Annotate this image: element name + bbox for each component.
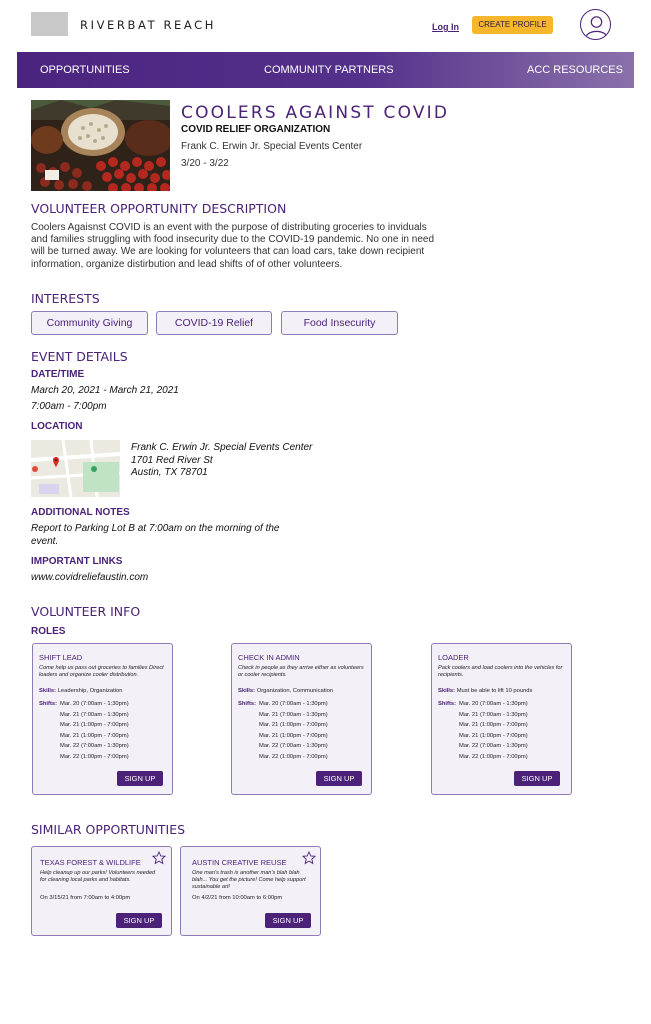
role-title: SHIFT LEAD [39, 653, 83, 662]
shift-item[interactable]: Mar. 22 (1:00pm - 7:00pm) [259, 753, 328, 760]
notes-label: ADDITIONAL NOTES [31, 507, 130, 518]
star-outline-icon[interactable] [152, 851, 166, 865]
address-line-3: Austin, TX 78701 [131, 467, 208, 478]
interest-tag-community-giving[interactable]: Community Giving [31, 311, 148, 335]
shift-item[interactable]: Mar. 21 (1:00pm - 7:00pm) [459, 722, 528, 728]
role-description: Check in people as they arrive either as volunteers or cooler recipients. [238, 665, 364, 678]
shift-item[interactable]: Mar. 22 (7:00am - 1:30pm) [60, 743, 129, 749]
similar-when: On 3/15/21 from 7:00am to 4:00pm [40, 895, 131, 901]
similar-title[interactable]: TEXAS FOREST & WILDLIFE [40, 858, 141, 867]
date-range: March 20, 2021 - March 21, 2021 [31, 385, 179, 396]
address-line-2: 1701 Red River St [131, 455, 213, 466]
event-photo [31, 100, 170, 191]
shift-item[interactable]: Mar. 21 (1:00pm - 7:00pm) [459, 732, 528, 739]
role-title: CHECK IN ADMIN [238, 653, 300, 662]
time-range: 7:00am - 7:00pm [31, 401, 107, 412]
create-profile-button[interactable]: CREATE PROFILE [472, 16, 553, 34]
role-title: LOADER [438, 653, 469, 662]
shift-item[interactable]: Mar. 21 (7:00am - 1:30pm) [259, 711, 328, 718]
roles-label: ROLES [31, 626, 66, 637]
event-dates: 3/20 - 3/22 [181, 158, 229, 169]
shifts-label: Shifts: [438, 701, 457, 707]
site-name[interactable]: RIVERBAT REACH [80, 18, 217, 32]
interest-tag-food-insecurity[interactable]: Food Insecurity [281, 311, 398, 335]
location-label: LOCATION [31, 421, 83, 432]
shift-item[interactable]: Mar. 21 (7:00am - 1:30pm) [459, 711, 528, 718]
user-circle-icon[interactable] [580, 9, 611, 40]
similar-card-austin-creative-reuse[interactable] [180, 846, 321, 936]
event-organization[interactable]: COVID RELIEF ORGANIZATION [181, 124, 331, 135]
shift-item[interactable]: Mar. 20 (7:00am - 1:30pm) [459, 701, 528, 707]
role-skills [238, 688, 333, 694]
similar-description: One man's trash is another man's blah blah blah... You get the picture! Come help support sustainable art! [192, 870, 306, 890]
interests-heading: INTERESTS [31, 291, 100, 306]
shift-item[interactable]: Mar. 21 (7:00am - 1:30pm) [60, 711, 129, 718]
skills-label: Skills: [438, 688, 456, 694]
sign-up-button[interactable]: SIGN UP [265, 913, 311, 928]
shift-item[interactable]: Mar. 22 (1:00pm - 7:00pm) [60, 753, 129, 760]
description-heading: VOLUNTEER OPPORTUNITY DESCRIPTION [31, 201, 287, 216]
sign-up-button[interactable]: SIGN UP [514, 771, 560, 786]
skills-value: Must be able to lift 10 pounds [456, 688, 533, 694]
role-card-check-in-admin [231, 643, 372, 795]
skills-value: Leadership, Organization [57, 688, 123, 694]
role-card-shift-lead [32, 643, 173, 795]
similar-card-texas-forest-wildlife[interactable] [31, 846, 172, 936]
shift-item[interactable]: Mar. 21 (1:00pm - 7:00pm) [60, 732, 129, 739]
shifts-label: Shifts: [238, 701, 257, 707]
similar-heading: SIMILAR OPPORTUNITIES [31, 822, 186, 837]
shift-item[interactable]: Mar. 20 (7:00am - 1:30pm) [259, 701, 328, 707]
shift-item[interactable]: Mar. 22 (7:00am - 1:30pm) [259, 743, 328, 749]
star-outline-icon[interactable] [302, 851, 316, 865]
similar-title[interactable]: AUSTIN CREATIVE REUSE [192, 858, 287, 867]
nav-item-community-partners[interactable]: COMMUNITY PARTNERS [264, 64, 394, 76]
event-venue: Frank C. Erwin Jr. Special Events Center [181, 141, 363, 152]
address-line-1: Frank C. Erwin Jr. Special Events Center [131, 442, 313, 453]
volunteer-info-heading: VOLUNTEER INFO [31, 604, 141, 619]
role-skills [438, 688, 532, 694]
event-details-heading: EVENT DETAILS [31, 349, 128, 364]
similar-description: Help cleanup up our parks! Volunteers needed for cleaning local parks and habitats. [40, 870, 156, 883]
shift-item[interactable]: Mar. 22 (1:00pm - 7:00pm) [459, 753, 528, 760]
shift-item[interactable]: Mar. 22 (7:00am - 1:30pm) [459, 743, 528, 749]
sign-up-button[interactable]: SIGN UP [316, 771, 362, 786]
logo-placeholder[interactable] [31, 12, 68, 36]
shift-item[interactable]: Mar. 21 (1:00pm - 7:00pm) [60, 722, 129, 728]
links-label: IMPORTANT LINKS [31, 556, 123, 567]
important-link[interactable]: www.covidreliefaustin.com [31, 572, 149, 583]
role-description: Pack coolers and load coolers into the vehicles for recipients. [438, 665, 563, 678]
location-map[interactable] [31, 440, 120, 497]
main-nav [17, 52, 634, 88]
datetime-label: DATE/TIME [31, 369, 85, 380]
skills-label: Skills: [39, 688, 57, 694]
shift-item[interactable]: Mar. 20 (7:00am - 1:30pm) [60, 701, 129, 707]
notes-text-line-2: event. [31, 536, 59, 547]
shift-item[interactable]: Mar. 21 (1:00pm - 7:00pm) [259, 722, 328, 728]
description-text: Coolers Agaisnst COVID is an event with the purpose of distributing groceries to inviduals and families struggling with food insecurity due to the COVID-19 pandemic. No one in need will be turned away. We are looking for volunteers that can load cars, take down recipient information, organize distirbution and lead shifts of of other volunteers. [31, 222, 435, 270]
skills-label: Skills: [238, 688, 256, 694]
site-header [0, 0, 651, 52]
role-card-loader [431, 643, 572, 795]
skills-value: Organization, Communication [256, 688, 334, 694]
shifts-label: Shifts: [39, 701, 58, 707]
nav-item-acc-resources[interactable]: ACC RESOURCES [527, 64, 623, 76]
sign-up-button[interactable]: SIGN UP [116, 913, 162, 928]
event-title: COOLERS AGAINST COVID [181, 103, 450, 123]
notes-text-line-1: Report to Parking Lot B at 7:00am on the morning of the [31, 523, 280, 534]
sign-up-button[interactable]: SIGN UP [117, 771, 163, 786]
role-description: Come help us pass out groceries to families Direct loaders and organize cooler distribution. [39, 665, 164, 678]
role-skills [39, 688, 122, 694]
similar-when: On 4/2/21 from 10:00am to 6:00pm [192, 895, 283, 901]
login-link[interactable]: Log In [432, 22, 459, 32]
shift-item[interactable]: Mar. 21 (1:00pm - 7:00pm) [259, 732, 328, 739]
nav-item-opportunities[interactable]: OPPORTUNITIES [40, 64, 130, 76]
interest-tag-covid-relief[interactable]: COVID-19 Relief [156, 311, 272, 335]
